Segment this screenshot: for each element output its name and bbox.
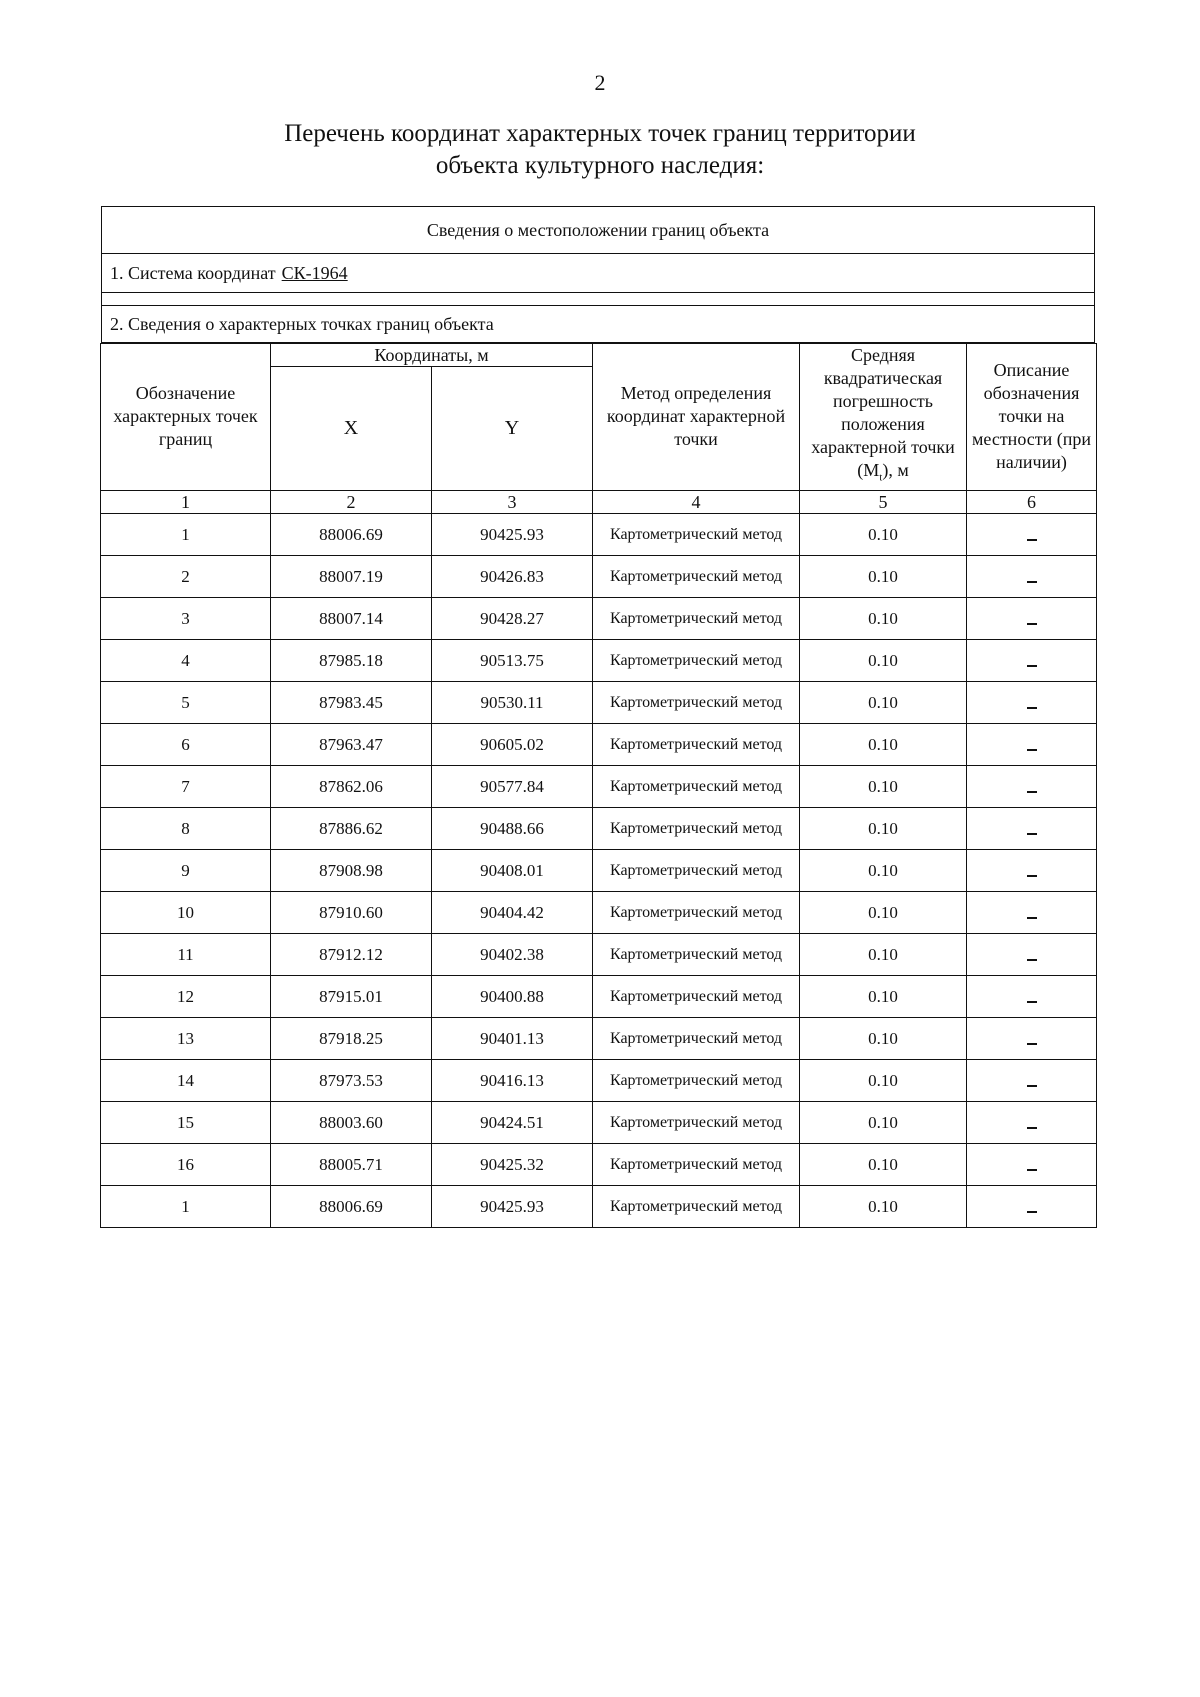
table-row xyxy=(101,933,1097,975)
point-cell: 1 xyxy=(101,1185,271,1227)
point-cell: 13 xyxy=(101,1017,271,1059)
y-cell: 90605.02 xyxy=(432,723,593,765)
description-cell xyxy=(967,513,1097,555)
y-cell: 90425.93 xyxy=(432,1185,593,1227)
error-cell: 0.10 xyxy=(800,933,967,975)
dash-mark xyxy=(1027,1169,1037,1171)
description-cell xyxy=(967,933,1097,975)
table-row xyxy=(101,1143,1097,1185)
description-cell xyxy=(967,975,1097,1017)
dash-mark xyxy=(1027,917,1037,919)
method-cell: Картометрический метод xyxy=(593,1185,800,1227)
dash-mark xyxy=(1027,1085,1037,1087)
dash-mark xyxy=(1027,623,1037,625)
col-error: Средняя квадратическая погрешность положения характерной точки $(M_t)$, м xyxy=(800,344,967,491)
dash-mark xyxy=(1027,665,1037,667)
table-row xyxy=(101,681,1097,723)
coordinates-body xyxy=(101,513,1097,1227)
description-cell xyxy=(967,1185,1097,1227)
method-cell: Картометрический метод xyxy=(593,807,800,849)
description-cell xyxy=(967,891,1097,933)
x-cell: 88007.14 xyxy=(271,597,432,639)
point-cell: 16 xyxy=(101,1143,271,1185)
dash-mark xyxy=(1027,707,1037,709)
points-header: 2. Сведения о характерных точках границ объекта xyxy=(102,306,1094,343)
point-cell: 14 xyxy=(101,1059,271,1101)
y-cell: 90577.84 xyxy=(432,765,593,807)
table-row xyxy=(101,849,1097,891)
table-row xyxy=(101,765,1097,807)
point-cell: 6 xyxy=(101,723,271,765)
description-cell xyxy=(967,639,1097,681)
method-cell: Картометрический метод xyxy=(593,597,800,639)
point-cell: 3 xyxy=(101,597,271,639)
description-cell xyxy=(967,807,1097,849)
point-cell: 4 xyxy=(101,639,271,681)
col-x: X xyxy=(271,367,432,491)
x-cell: 88003.60 xyxy=(271,1101,432,1143)
error-cell: 0.10 xyxy=(800,639,967,681)
y-cell: 90401.13 xyxy=(432,1017,593,1059)
error-cell: 0.10 xyxy=(800,681,967,723)
method-cell: Картометрический метод xyxy=(593,891,800,933)
table-row xyxy=(101,597,1097,639)
method-cell: Картометрический метод xyxy=(593,1017,800,1059)
point-cell: 8 xyxy=(101,807,271,849)
x-cell: 88007.19 xyxy=(271,555,432,597)
y-cell: 90426.83 xyxy=(432,555,593,597)
x-cell: 88005.71 xyxy=(271,1143,432,1185)
x-cell: 87973.53 xyxy=(271,1059,432,1101)
document-title xyxy=(0,118,1200,182)
column-number: 2 xyxy=(271,490,432,513)
dash-mark xyxy=(1027,1127,1037,1129)
x-cell: 87985.18 xyxy=(271,639,432,681)
method-cell: Картометрический метод xyxy=(593,555,800,597)
error-cell: 0.10 xyxy=(800,723,967,765)
point-cell: 2 xyxy=(101,555,271,597)
table-row xyxy=(101,975,1097,1017)
spacer-row xyxy=(102,293,1094,306)
column-numbers-row xyxy=(101,490,1097,513)
y-cell: 90404.42 xyxy=(432,891,593,933)
title-line-1: Перечень координат характерных точек границ территории xyxy=(284,120,916,147)
point-cell: 5 xyxy=(101,681,271,723)
method-cell: Картометрический метод xyxy=(593,513,800,555)
description-cell xyxy=(967,849,1097,891)
column-number: 6 xyxy=(967,490,1097,513)
error-cell: 0.10 xyxy=(800,513,967,555)
point-cell: 11 xyxy=(101,933,271,975)
column-number: 4 xyxy=(593,490,800,513)
table-row xyxy=(101,555,1097,597)
dash-mark xyxy=(1027,1211,1037,1213)
point-cell: 9 xyxy=(101,849,271,891)
info-box xyxy=(101,206,1095,343)
title-line-2: объекта культурного наследия: xyxy=(435,152,765,179)
point-cell: 15 xyxy=(101,1101,271,1143)
dash-mark xyxy=(1027,749,1037,751)
col-y: Y xyxy=(432,367,593,491)
point-cell: 7 xyxy=(101,765,271,807)
y-cell: 90530.11 xyxy=(432,681,593,723)
table-row xyxy=(101,807,1097,849)
x-cell: 88006.69 xyxy=(271,513,432,555)
table-row xyxy=(101,1101,1097,1143)
method-cell: Картометрический метод xyxy=(593,1101,800,1143)
y-cell: 90400.88 xyxy=(432,975,593,1017)
y-cell: 90425.32 xyxy=(432,1143,593,1185)
description-cell xyxy=(967,765,1097,807)
table-row xyxy=(101,1059,1097,1101)
description-cell xyxy=(967,723,1097,765)
dash-mark xyxy=(1027,959,1037,961)
coord-system-value: СК-1964 xyxy=(281,262,348,283)
error-cell: 0.10 xyxy=(800,597,967,639)
x-cell: 87983.45 xyxy=(271,681,432,723)
column-number: 3 xyxy=(432,490,593,513)
y-cell: 90408.01 xyxy=(432,849,593,891)
dash-mark xyxy=(1027,833,1037,835)
x-cell: 87918.25 xyxy=(271,1017,432,1059)
x-cell: 87908.98 xyxy=(271,849,432,891)
method-cell: Картометрический метод xyxy=(593,1143,800,1185)
point-cell: 10 xyxy=(101,891,271,933)
error-cell: 0.10 xyxy=(800,891,967,933)
y-cell: 90425.93 xyxy=(432,513,593,555)
error-cell: 0.10 xyxy=(800,849,967,891)
method-cell: Картометрический метод xyxy=(593,975,800,1017)
method-cell: Картометрический метод xyxy=(593,933,800,975)
y-cell: 90424.51 xyxy=(432,1101,593,1143)
x-cell: 87915.01 xyxy=(271,975,432,1017)
table-row xyxy=(101,891,1097,933)
point-cell: 12 xyxy=(101,975,271,1017)
error-cell: 0.10 xyxy=(800,555,967,597)
col-description: Описание обозначения точки на местности (при наличии) xyxy=(967,344,1097,491)
dash-mark xyxy=(1027,1001,1037,1003)
method-cell: Картометрический метод xyxy=(593,723,800,765)
x-cell: 88006.69 xyxy=(271,1185,432,1227)
table-row xyxy=(101,639,1097,681)
x-cell: 87910.60 xyxy=(271,891,432,933)
description-cell xyxy=(967,1143,1097,1185)
dash-mark xyxy=(1027,791,1037,793)
method-cell: Картометрический метод xyxy=(593,1059,800,1101)
description-cell xyxy=(967,1059,1097,1101)
description-cell xyxy=(967,597,1097,639)
table-row xyxy=(101,723,1097,765)
col-coords: Координаты, м xyxy=(271,344,593,367)
coordinates-table xyxy=(100,343,1097,1228)
dash-mark xyxy=(1027,539,1037,541)
method-cell: Картометрический метод xyxy=(593,639,800,681)
x-cell: 87886.62 xyxy=(271,807,432,849)
table-row xyxy=(101,1017,1097,1059)
x-cell: 87912.12 xyxy=(271,933,432,975)
page-number: 2 xyxy=(594,70,606,95)
coord-system-label: 1. Система координат xyxy=(110,262,276,283)
error-cell: 0.10 xyxy=(800,1059,967,1101)
y-cell: 90402.38 xyxy=(432,933,593,975)
error-cell: 0.10 xyxy=(800,1185,967,1227)
error-cell: 0.10 xyxy=(800,975,967,1017)
error-cell: 0.10 xyxy=(800,1017,967,1059)
section-header: Сведения о местоположении границ объекта xyxy=(102,207,1094,254)
table-row xyxy=(101,1185,1097,1227)
coord-system-row xyxy=(102,254,1094,293)
method-cell: Картометрический метод xyxy=(593,765,800,807)
y-cell: 90488.66 xyxy=(432,807,593,849)
point-cell: 1 xyxy=(101,513,271,555)
y-cell: 90428.27 xyxy=(432,597,593,639)
dash-mark xyxy=(1027,875,1037,877)
description-cell xyxy=(967,1017,1097,1059)
error-cell: 0.10 xyxy=(800,1143,967,1185)
col-method: Метод определения координат характерной точки xyxy=(593,344,800,491)
column-number: 1 xyxy=(101,490,271,513)
table-row xyxy=(101,513,1097,555)
description-cell xyxy=(967,1101,1097,1143)
method-cell: Картометрический метод xyxy=(593,849,800,891)
boundary-sheet xyxy=(101,206,1095,1228)
description-cell xyxy=(967,555,1097,597)
error-cell: 0.10 xyxy=(800,765,967,807)
y-cell: 90513.75 xyxy=(432,639,593,681)
x-cell: 87862.06 xyxy=(271,765,432,807)
column-number: 5 xyxy=(800,490,967,513)
method-cell: Картометрический метод xyxy=(593,681,800,723)
dash-mark xyxy=(1027,1043,1037,1045)
description-cell xyxy=(967,681,1097,723)
col-designation: Обозначение характерных точек границ xyxy=(101,344,271,491)
y-cell: 90416.13 xyxy=(432,1059,593,1101)
error-cell: 0.10 xyxy=(800,807,967,849)
x-cell: 87963.47 xyxy=(271,723,432,765)
dash-mark xyxy=(1027,581,1037,583)
error-cell: 0.10 xyxy=(800,1101,967,1143)
